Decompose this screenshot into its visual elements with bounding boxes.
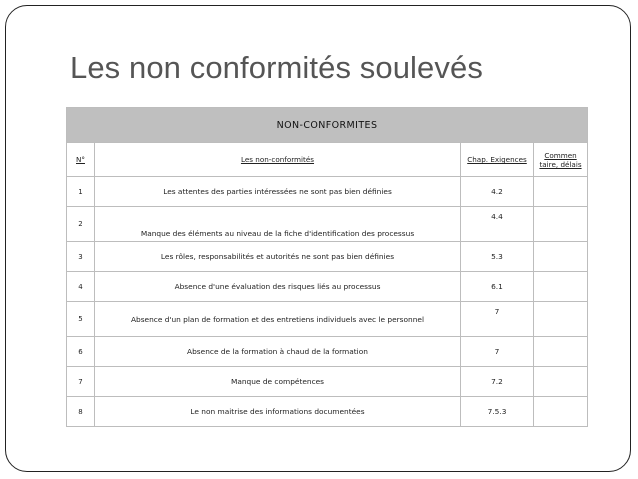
- header-num: N°: [67, 143, 95, 177]
- row-desc: Manque des éléments au niveau de la fiche d'identification des processus: [95, 207, 461, 242]
- row-desc: Les rôles, responsabilités et autorités ne sont pas bien définies: [95, 242, 461, 272]
- table-title: NON-CONFORMITES: [67, 108, 588, 143]
- table-row: [67, 242, 588, 272]
- row-com: [534, 177, 588, 207]
- row-chap: 5.3: [461, 242, 534, 272]
- row-com: [534, 272, 588, 302]
- table-row: [67, 302, 588, 337]
- table-row: [67, 272, 588, 302]
- header-chap: Chap. Exigences: [461, 143, 534, 177]
- header-com: Commen taire, délais: [534, 143, 588, 177]
- nonconformity-table-container: [66, 107, 587, 427]
- table-row: [67, 337, 588, 367]
- row-com: [534, 207, 588, 242]
- row-chap: 6.1: [461, 272, 534, 302]
- row-num: 6: [67, 337, 95, 367]
- row-num: 3: [67, 242, 95, 272]
- row-chap: 7.2: [461, 367, 534, 397]
- row-num: 7: [67, 367, 95, 397]
- row-num: 1: [67, 177, 95, 207]
- row-chap: 4.2: [461, 177, 534, 207]
- row-com: [534, 367, 588, 397]
- row-chap: 7: [461, 337, 534, 367]
- row-num: 5: [67, 302, 95, 337]
- row-chap: 7.5.3: [461, 397, 534, 427]
- header-desc: Les non-conformités: [95, 143, 461, 177]
- row-com: [534, 337, 588, 367]
- row-desc: Le non maitrise des informations documentées: [95, 397, 461, 427]
- row-num: 4: [67, 272, 95, 302]
- row-num: 8: [67, 397, 95, 427]
- table-row: [67, 367, 588, 397]
- row-num: 2: [67, 207, 95, 242]
- row-desc: Absence d'un plan de formation et des entretiens individuels avec le personnel: [95, 302, 461, 337]
- row-desc: Les attentes des parties intéressées ne sont pas bien définies: [95, 177, 461, 207]
- row-desc: Absence de la formation à chaud de la formation: [95, 337, 461, 367]
- nonconformity-table: [66, 107, 588, 427]
- table-row: [67, 207, 588, 242]
- row-com: [534, 397, 588, 427]
- row-chap: 4.4: [461, 207, 534, 242]
- row-desc: Manque de compétences: [95, 367, 461, 397]
- row-chap: 7: [461, 302, 534, 337]
- row-com: [534, 302, 588, 337]
- row-com: [534, 242, 588, 272]
- table-row: [67, 397, 588, 427]
- slide-title: Les non conformités soulevés: [70, 50, 483, 85]
- table-title-row: [67, 108, 588, 143]
- row-desc: Absence d'une évaluation des risques liés au processus: [95, 272, 461, 302]
- table-header-row: [67, 143, 588, 177]
- table-row: [67, 177, 588, 207]
